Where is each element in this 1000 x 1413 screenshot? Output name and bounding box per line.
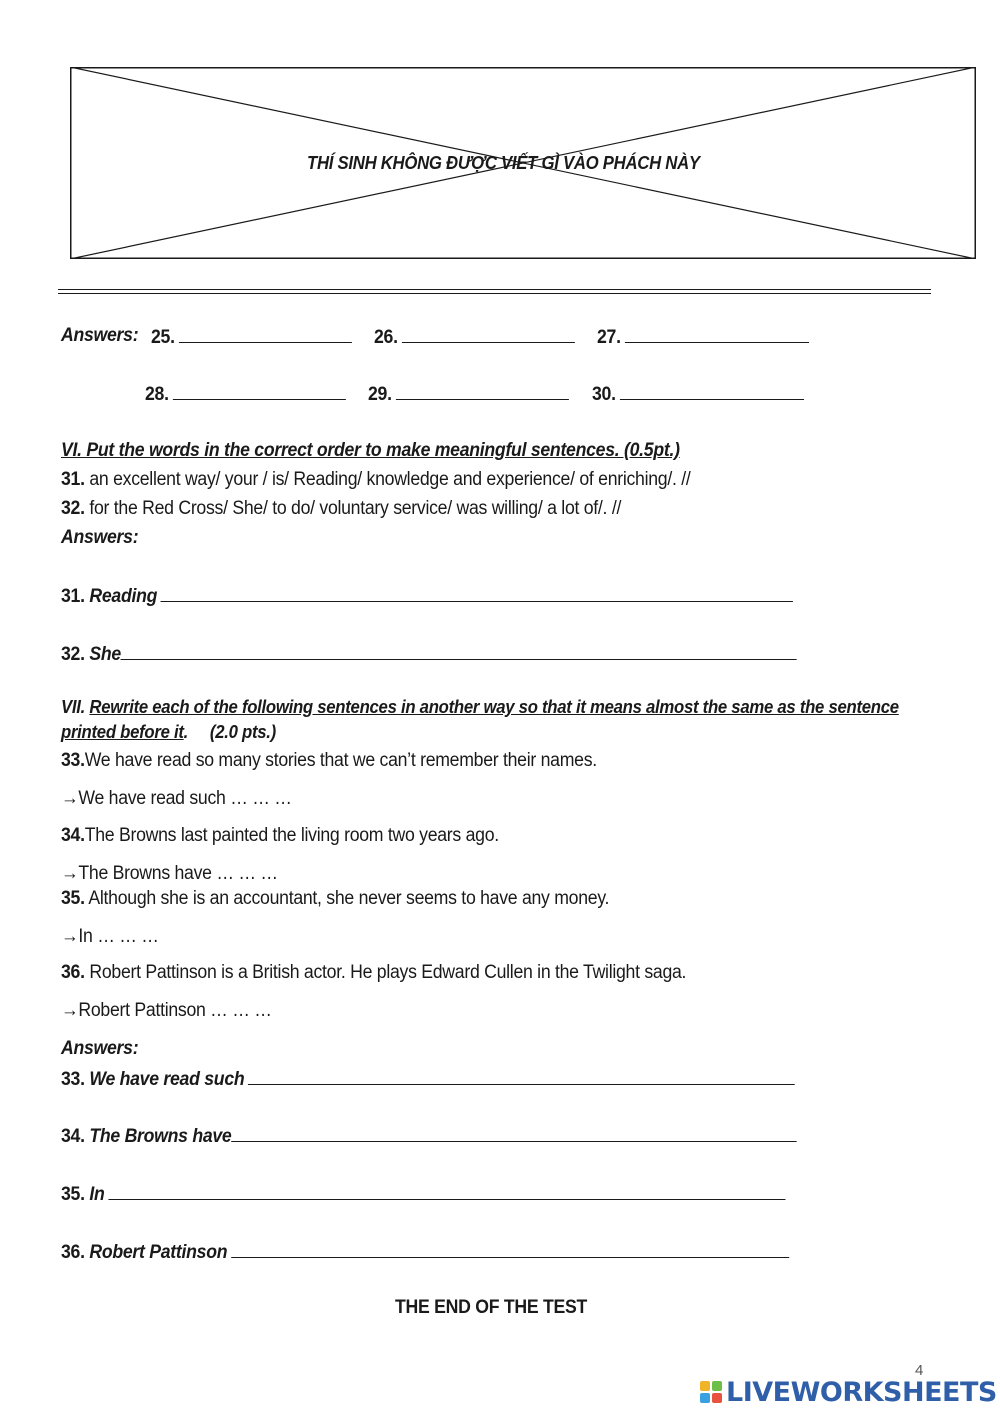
liveworksheets-logo[interactable] xyxy=(700,1376,997,1408)
answer-36: 36. Robert Pattinson xyxy=(61,1240,789,1264)
answer-28: 28. xyxy=(145,382,345,406)
logo-squares-icon xyxy=(700,1381,722,1403)
logo-square-blue xyxy=(700,1393,710,1403)
answer-26-blank[interactable] xyxy=(401,325,574,343)
answer-25-blank[interactable] xyxy=(178,325,351,343)
answer-33-blank[interactable] xyxy=(248,1067,795,1085)
answer-35-blank[interactable] xyxy=(108,1182,785,1200)
answer-34-blank[interactable] xyxy=(231,1124,796,1142)
candidate-info-box xyxy=(70,67,976,259)
end-of-test-text: THE END OF THE TEST xyxy=(395,1297,588,1318)
question-31: 31. an excellent way/ your / is/ Reading/ knowledge and experience/ of enriching/. // xyxy=(61,469,691,490)
section-vii-answers-label: Answers: xyxy=(61,1038,139,1059)
answer-26: 26. xyxy=(374,325,574,349)
answer-36-blank[interactable] xyxy=(231,1240,789,1258)
question-36: 36. Robert Pattinson is a British actor. He plays Edward Cullen in the Twilight saga. xyxy=(61,962,687,983)
answer-33: 33. We have read such xyxy=(61,1067,795,1091)
question-32: 32. for the Red Cross/ She/ to do/ voluntary service/ was willing/ a lot of/. // xyxy=(61,498,622,519)
answer-28-blank[interactable] xyxy=(172,382,345,400)
question-34-prompt: →The Browns have … … … xyxy=(61,863,278,884)
no-writing-notice: THÍ SINH KHÔNG ĐƯỢC VIẾT GÌ VÀO PHÁCH NÀY xyxy=(307,153,700,173)
question-35: 35. Although she is an accountant, she never seems to have any money. xyxy=(61,888,610,909)
answers-label: Answers: xyxy=(61,325,139,346)
answer-30: 30. xyxy=(592,382,804,406)
answer-27: 27. xyxy=(597,325,809,349)
answer-31: 31. Reading xyxy=(61,584,793,608)
answer-27-blank[interactable] xyxy=(624,325,808,343)
section-vii-title-line1: VII. Rewrite each of the following sentences in another way so that it means almost the same as the sentence xyxy=(61,697,899,717)
question-36-prompt: →Robert Pattinson … … … xyxy=(61,1000,272,1021)
answer-31-blank[interactable] xyxy=(161,584,793,602)
logo-text: LIVEWORKSHEETS xyxy=(726,1376,997,1408)
answer-29: 29. xyxy=(368,382,568,406)
answer-35: 35. In xyxy=(61,1182,785,1206)
logo-square-green xyxy=(712,1381,722,1391)
section-vi-title: VI. Put the words in the correct order to make meaningful sentences. (0.5pt.) xyxy=(61,440,680,461)
double-divider xyxy=(58,289,931,294)
logo-square-yellow xyxy=(700,1381,710,1391)
question-34: 34.The Browns last painted the living room two years ago. xyxy=(61,825,499,846)
answer-32-blank[interactable] xyxy=(121,642,797,660)
section-vi-answers-label: Answers: xyxy=(61,527,139,548)
answer-25: 25. xyxy=(151,325,351,349)
answer-29-blank[interactable] xyxy=(395,382,568,400)
question-35-prompt: →In … … … xyxy=(61,926,159,947)
answer-34: 34. The Browns have xyxy=(61,1124,797,1148)
logo-square-red xyxy=(712,1393,722,1403)
question-33: 33.We have read so many stories that we can’t remember their names. xyxy=(61,750,597,771)
page-number: 4 xyxy=(915,1362,924,1379)
answer-30-blank[interactable] xyxy=(619,382,803,400)
answer-32: 32. She xyxy=(61,642,797,666)
question-33-prompt: →We have read such … … … xyxy=(61,788,292,809)
section-vii-title-line2: printed before it. (2.0 pts.) xyxy=(61,722,276,742)
